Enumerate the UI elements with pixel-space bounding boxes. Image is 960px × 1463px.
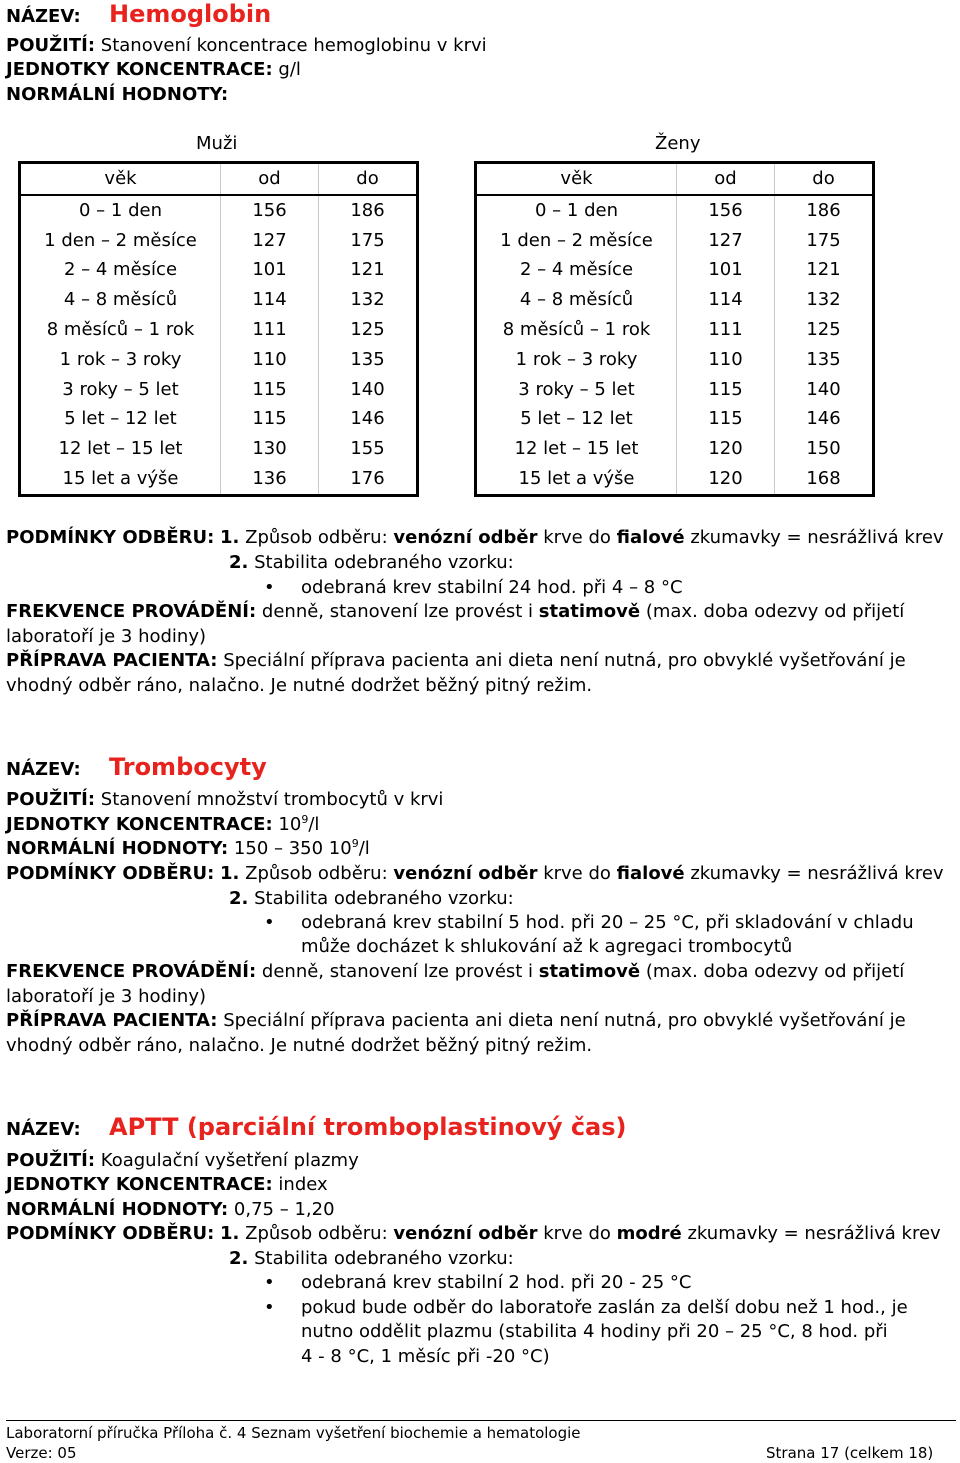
cond-bold: venózní odběr xyxy=(393,863,538,884)
to-cell: 176 xyxy=(319,464,418,495)
from-cell: 156 xyxy=(221,195,319,226)
age-cell: 8 měsíců – 1 rok xyxy=(20,315,221,345)
to-cell: 186 xyxy=(319,195,418,226)
from-cell: 120 xyxy=(677,434,775,464)
tube-color: fialové xyxy=(616,527,685,548)
cond-text: krve do xyxy=(543,863,611,884)
table-row xyxy=(20,226,418,256)
table-row xyxy=(476,256,874,286)
units-tail: /l xyxy=(308,814,320,835)
cond-text: krve do xyxy=(543,527,611,548)
to-cell: 125 xyxy=(775,315,874,345)
frequency-line-2: laboratoří je 3 hodiny) xyxy=(6,986,206,1007)
from-cell: 101 xyxy=(221,256,319,286)
conditions-label: PODMÍNKY ODBĚRU: xyxy=(6,527,215,548)
bullet-icon: • xyxy=(264,1297,275,1318)
hemoglobin-name-line xyxy=(6,2,271,29)
bullet-item-cont: může docházet k shlukování až k agregaci trombocytů xyxy=(301,936,793,957)
from-cell: 110 xyxy=(221,345,319,375)
preparation-line xyxy=(6,649,906,673)
from-cell: 120 xyxy=(677,464,775,495)
cond-bold: venózní odběr xyxy=(393,527,538,548)
units-line xyxy=(6,58,301,82)
table-row xyxy=(476,195,874,226)
to-cell: 135 xyxy=(775,345,874,375)
conditions-line xyxy=(6,526,944,550)
table-row xyxy=(20,256,418,286)
cond-num: 2. xyxy=(229,1248,249,1269)
from-cell: 111 xyxy=(221,315,319,345)
table-row xyxy=(476,434,874,464)
women-caption: Ženy xyxy=(655,133,701,154)
trombocyty-name-line xyxy=(6,755,267,782)
use-line xyxy=(6,1149,359,1173)
table-row xyxy=(476,464,874,495)
cond-num: 2. xyxy=(229,888,249,909)
aptt-name-line xyxy=(6,1115,627,1142)
cond-text: krve do xyxy=(543,1223,611,1244)
freq-text: (max. doba odezvy od přijetí xyxy=(645,961,905,982)
age-cell: 0 – 1 den xyxy=(476,195,677,226)
preparation-line xyxy=(6,1009,906,1033)
footer-page: Strana 17 (celkem 18) xyxy=(766,1444,934,1462)
frequency-label: FREKVENCE PROVÁDĚNÍ: xyxy=(6,601,257,622)
cond-num: 1. xyxy=(220,527,240,548)
cond-num: 1. xyxy=(220,863,240,884)
units-line xyxy=(6,1173,328,1197)
table-row xyxy=(20,375,418,405)
prep-text: Speciální příprava pacienta ani dieta není nutná, pro obvyklé vyšetřování je xyxy=(223,1010,906,1031)
from-cell: 130 xyxy=(221,434,319,464)
use-value: Stanovení množství trombocytů v krvi xyxy=(100,789,444,810)
to-cell: 150 xyxy=(775,434,874,464)
from-cell: 127 xyxy=(677,226,775,256)
table-row xyxy=(20,285,418,315)
from-cell: 115 xyxy=(677,375,775,405)
cond-text: Stabilita odebraného vzorku: xyxy=(254,552,514,573)
normal-label: NORMÁLNÍ HODNOTY: xyxy=(6,84,229,105)
normal-line xyxy=(6,1198,335,1222)
column-header: do xyxy=(319,163,418,196)
bullet-icon: • xyxy=(264,577,275,598)
conditions-line xyxy=(6,862,944,886)
cond-text: zkumavky = nesrážlivá krev xyxy=(690,527,944,548)
from-cell: 136 xyxy=(221,464,319,495)
age-cell: 12 let – 15 let xyxy=(20,434,221,464)
table-row xyxy=(20,405,418,435)
units-label: JEDNOTKY KONCENTRACE: xyxy=(6,59,273,80)
cond-num: 2. xyxy=(229,552,249,573)
preparation-label: PŘÍPRAVA PACIENTA: xyxy=(6,650,218,671)
cond-text: zkumavky = nesrážlivá krev xyxy=(687,1223,941,1244)
use-value: Koagulační vyšetření plazmy xyxy=(100,1150,359,1171)
normal-value: 0,75 – 1,20 xyxy=(233,1199,335,1220)
prep-text: Speciální příprava pacienta ani dieta není nutná, pro obvyklé vyšetřování je xyxy=(223,650,906,671)
table-row xyxy=(20,345,418,375)
age-cell: 5 let – 12 let xyxy=(476,405,677,435)
to-cell: 155 xyxy=(319,434,418,464)
cond-bold: venózní odběr xyxy=(393,1223,538,1244)
use-line xyxy=(6,34,487,58)
section-title: Hemoglobin xyxy=(109,0,272,28)
age-cell: 0 – 1 den xyxy=(20,195,221,226)
footer-divider xyxy=(6,1420,956,1421)
table-header-row xyxy=(20,163,418,196)
footer-version: Verze: 05 xyxy=(6,1444,77,1462)
age-cell: 4 – 8 měsíců xyxy=(20,285,221,315)
freq-text: denně, stanovení lze provést i xyxy=(261,601,534,622)
age-cell: 1 rok – 3 roky xyxy=(476,345,677,375)
age-cell: 3 roky – 5 let xyxy=(476,375,677,405)
units-label: JEDNOTKY KONCENTRACE: xyxy=(6,1174,273,1195)
normal-tail: /l xyxy=(358,838,370,859)
age-cell: 8 měsíců – 1 rok xyxy=(476,315,677,345)
age-cell: 2 – 4 měsíce xyxy=(476,256,677,286)
use-label: POUŽITÍ: xyxy=(6,35,96,56)
age-cell: 15 let a výše xyxy=(20,464,221,495)
name-label: NÁZEV: xyxy=(6,6,81,27)
from-cell: 114 xyxy=(677,285,775,315)
normal-line xyxy=(6,83,228,107)
preparation-label: PŘÍPRAVA PACIENTA: xyxy=(6,1010,218,1031)
women-values-table xyxy=(474,161,875,497)
bullet-item-cont: nutno oddělit plazmu (stabilita 4 hodiny při 20 – 25 °C, 8 hod. při xyxy=(301,1321,888,1342)
to-cell: 168 xyxy=(775,464,874,495)
cond-text: Způsob odběru: xyxy=(245,1223,388,1244)
preparation-line-2: vhodný odběr ráno, nalačno. Je nutné dodržet běžný pitný režim. xyxy=(6,1035,593,1056)
name-label: NÁZEV: xyxy=(6,759,81,780)
conditions-line-2 xyxy=(229,1247,514,1271)
frequency-line xyxy=(6,960,904,984)
bullet-item: odebraná krev stabilní 2 hod. při 20 - 25 °C xyxy=(301,1272,692,1293)
use-label: POUŽITÍ: xyxy=(6,789,96,810)
to-cell: 146 xyxy=(319,405,418,435)
to-cell: 125 xyxy=(319,315,418,345)
bullet-item: odebraná krev stabilní 24 hod. při 4 – 8 °C xyxy=(301,577,683,598)
conditions-line-2 xyxy=(229,551,514,575)
name-label: NÁZEV: xyxy=(6,1119,81,1140)
table-row xyxy=(20,464,418,495)
freq-bold: statimově xyxy=(538,601,641,622)
table-row xyxy=(476,375,874,405)
use-value: Stanovení koncentrace hemoglobinu v krvi xyxy=(100,35,487,56)
section-title: APTT (parciální tromboplastinový čas) xyxy=(109,1113,627,1141)
units-value: 10 xyxy=(278,814,302,835)
to-cell: 186 xyxy=(775,195,874,226)
freq-text: (max. doba odezvy od přijetí xyxy=(645,601,905,622)
age-cell: 4 – 8 měsíců xyxy=(476,285,677,315)
table-header-row xyxy=(476,163,874,196)
to-cell: 121 xyxy=(319,256,418,286)
to-cell: 140 xyxy=(775,375,874,405)
cond-text: Způsob odběru: xyxy=(245,527,388,548)
cond-text: zkumavky = nesrážlivá krev xyxy=(690,863,944,884)
age-cell: 15 let a výše xyxy=(476,464,677,495)
table-row xyxy=(20,195,418,226)
table-row xyxy=(476,315,874,345)
age-cell: 1 rok – 3 roky xyxy=(20,345,221,375)
use-label: POUŽITÍ: xyxy=(6,1150,96,1171)
normal-value: 150 – 350 10 xyxy=(233,838,352,859)
normal-label: NORMÁLNÍ HODNOTY: xyxy=(6,1199,229,1220)
to-cell: 140 xyxy=(319,375,418,405)
bullet-icon: • xyxy=(264,1272,275,1293)
units-label: JEDNOTKY KONCENTRACE: xyxy=(6,814,273,835)
footer-title: Laboratorní příručka Příloha č. 4 Seznam vyšetření biochemie a hematologie xyxy=(6,1424,581,1442)
from-cell: 127 xyxy=(221,226,319,256)
conditions-label: PODMÍNKY ODBĚRU: xyxy=(6,1223,215,1244)
to-cell: 175 xyxy=(319,226,418,256)
to-cell: 132 xyxy=(319,285,418,315)
cond-text: Způsob odběru: xyxy=(245,863,388,884)
from-cell: 111 xyxy=(677,315,775,345)
freq-bold: statimově xyxy=(538,961,641,982)
table-row xyxy=(476,285,874,315)
table-row xyxy=(20,315,418,345)
from-cell: 115 xyxy=(221,375,319,405)
age-cell: 1 den – 2 měsíce xyxy=(476,226,677,256)
tube-color: modré xyxy=(616,1223,682,1244)
to-cell: 146 xyxy=(775,405,874,435)
units-exponent: 9 xyxy=(301,813,309,826)
units-value: index xyxy=(278,1174,328,1195)
men-caption: Muži xyxy=(196,133,238,154)
normal-exponent: 9 xyxy=(351,837,359,850)
bullet-item-cont: 4 - 8 °C, 1 měsíc při -20 °C) xyxy=(301,1346,550,1367)
frequency-line xyxy=(6,600,904,624)
column-header: do xyxy=(775,163,874,196)
normal-label: NORMÁLNÍ HODNOTY: xyxy=(6,838,229,859)
preparation-line-2: vhodný odběr ráno, nalačno. Je nutné dodržet běžný pitný režim. xyxy=(6,675,593,696)
section-title: Trombocyty xyxy=(109,753,267,781)
units-line xyxy=(6,813,319,837)
column-header: od xyxy=(677,163,775,196)
from-cell: 115 xyxy=(221,405,319,435)
age-cell: 12 let – 15 let xyxy=(476,434,677,464)
age-cell: 2 – 4 měsíce xyxy=(20,256,221,286)
bullet-icon: • xyxy=(264,912,275,933)
table-row xyxy=(20,434,418,464)
frequency-label: FREKVENCE PROVÁDĚNÍ: xyxy=(6,961,257,982)
use-line xyxy=(6,788,443,812)
age-cell: 3 roky – 5 let xyxy=(20,375,221,405)
column-header: věk xyxy=(20,163,221,196)
table-row xyxy=(476,405,874,435)
from-cell: 115 xyxy=(677,405,775,435)
units-value: g/l xyxy=(278,59,301,80)
table-row xyxy=(476,226,874,256)
cond-text: Stabilita odebraného vzorku: xyxy=(254,1248,514,1269)
men-values-table xyxy=(18,161,419,497)
age-cell: 1 den – 2 měsíce xyxy=(20,226,221,256)
age-cell: 5 let – 12 let xyxy=(20,405,221,435)
column-header: od xyxy=(221,163,319,196)
from-cell: 156 xyxy=(677,195,775,226)
column-header: věk xyxy=(476,163,677,196)
tube-color: fialové xyxy=(616,863,685,884)
normal-line xyxy=(6,837,370,861)
bullet-item: odebraná krev stabilní 5 hod. při 20 – 25 °C, při skladování v chladu xyxy=(301,912,914,933)
conditions-line xyxy=(6,1222,941,1246)
to-cell: 175 xyxy=(775,226,874,256)
frequency-line-2: laboratoří je 3 hodiny) xyxy=(6,626,206,647)
to-cell: 132 xyxy=(775,285,874,315)
from-cell: 114 xyxy=(221,285,319,315)
to-cell: 135 xyxy=(319,345,418,375)
to-cell: 121 xyxy=(775,256,874,286)
conditions-label: PODMÍNKY ODBĚRU: xyxy=(6,863,215,884)
table-row xyxy=(476,345,874,375)
conditions-line-2 xyxy=(229,887,514,911)
cond-num: 1. xyxy=(220,1223,240,1244)
cond-text: Stabilita odebraného vzorku: xyxy=(254,888,514,909)
from-cell: 101 xyxy=(677,256,775,286)
bullet-item: pokud bude odběr do laboratoře zaslán za delší dobu než 1 hod., je xyxy=(301,1297,908,1318)
from-cell: 110 xyxy=(677,345,775,375)
freq-text: denně, stanovení lze provést i xyxy=(261,961,534,982)
